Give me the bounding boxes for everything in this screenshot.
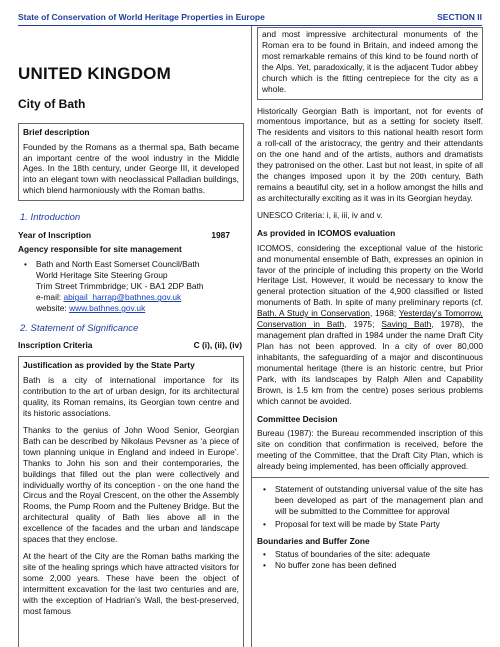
website-link[interactable]: www.bathnes.gov.uk [69, 303, 146, 314]
georgian-text: Historically Georgian Bath is important, not for events of momentous importance, but as a setting for society itself. The residents and visitors to this national health resort form a roll-call of the aristocracy, the gentry and their attendants on the one hand and of the artists, authors and dramatists they patronised on the other. Last but not least, in spite of all the changes imposed upon it by the 20th century, Bath remains a beautiful city, set in a hollow amongst the hills and as architecturally exciting as it was in its Georgian heyday. [257, 105, 483, 203]
significance-heading: 2. Statement of Significance [20, 323, 139, 335]
inscription-label: Year of Inscription [18, 229, 92, 240]
reference-1: Bath. A Study in Conservation [257, 308, 370, 319]
header-title: State of Conservation of World Heritage Properties in Europe [18, 12, 265, 22]
icomos-heading: As provided in ICOMOS evaluation [257, 227, 396, 238]
introduction-heading: 1. Introduction [20, 212, 81, 224]
email-prefix: e-mail: [36, 292, 62, 303]
continuation-box [257, 27, 483, 100]
icomos-text [257, 243, 483, 407]
list-item: • Proposal for text will be made by State Party [257, 519, 483, 530]
country-title: UNITED KINGDOM [18, 64, 171, 83]
statement-list [257, 484, 483, 530]
agency-line: • Bath and North East Somerset Council/Bath [36, 259, 200, 270]
section-rule [251, 477, 489, 478]
inscription-row [18, 230, 244, 241]
brief-text: Founded by the Romans as a thermal spa, Bath became an important centre of the wool industry in the Middle Ages. In the 18th century, under George III, it developed into an elegant town with neoclassical Palladian buildings, which blend harmoniously with the Roman baths. [23, 141, 239, 196]
reference-3: Saving Bath [381, 319, 432, 330]
criteria-value: C (i), (ii), (iv) [193, 340, 242, 351]
column-divider [251, 26, 252, 647]
criteria-label: Inscription Criteria [18, 340, 93, 351]
header-section: SECTION II [437, 12, 482, 22]
icomos-text-start: ICOMOS, considering the exceptional value of the historic and monumental ensemble of Bath, expresses an opinion in favor of the principle of including this property on the World Heritage List. However, it would be necessary to know the general protection situation of the 4,900 classified or listed monuments of Bath. In spite of many preliminary reports (cf. [257, 242, 483, 308]
justification-heading: Justification as provided by the State Party [23, 360, 195, 371]
committee-text: Bureau (1987): the Bureau recommended inscription of this site on condition that confirmation is received, before the meeting of the Committee, that the Draft City Plan, which is already being implemented, has been officially approved. [257, 428, 483, 472]
list-item: • Status of boundaries of the site: adequate [257, 549, 483, 560]
reference-sep-2: , 1975; [344, 319, 375, 330]
agency-list [18, 259, 244, 314]
agency-item [18, 259, 244, 314]
reference-sep-1: , 1968; [369, 308, 397, 319]
criteria-row [18, 340, 244, 351]
unesco-criteria: UNESCO Criteria: i, ii, iii, iv and v. [257, 209, 383, 220]
continuation-text: and most impressive architectural monuments of the Roman era to be found in Britain, and indeed among the most remarkable remains of this kind to be found north of the Alps. Yet, paradoxically, it is the adjacent Tudor abbey church which is the fitting centrepiece for the city as a whole. [262, 29, 478, 94]
icomos-text-end: , 1978), the management plan drafted in 1984 under the name Draft City Plan has not been approved. In a city of over 80,000 inhabitants, the safeguarding of a major and discontinuous monumental heritage (there is an historic centre, but Prior Park, with its landscapes by Ralph Allen and Capability Brown, is 1.5 km from the centre) poses serious problems which cannot be avoided. [257, 319, 483, 406]
justification-para-3: At the heart of the City are the Roman baths marking the site of the healing springs which have attracted visitors for some 2,000 years. These have been the object of intermittent excavation for the last two centuries and are, with the exception of Hadrian’s Wall, the best-preserved, most famous [23, 551, 239, 616]
justification-para-2: Thanks to the genius of John Wood Senior, Georgian Bath can be described by Nikolaus Pevsner as ‘a piece of town planning unique in England and indeed in Europe’. Thanks to John his son and their contemporaries, the buildings that filled out the plan were collectively and individually worthy of its conception - on the one hand the Circus and the Royal Crescent, on the other the Assembly Rooms, the Pump Room and the Pulteney Bridge. But the architectural quality of Bath lies above all in the excellence of the facades and the urban and landscape spaces that they enclose. [23, 424, 239, 545]
brief-description-box [18, 123, 244, 202]
agency-line: Trim Street Trimmbridge; UK - BA1 2DP Bath [36, 281, 204, 292]
left-column [18, 26, 244, 647]
website-prefix: website: [36, 303, 67, 314]
list-item: • Statement of outstanding universal value of the site has been developed as part of the management plan and will be submitted to the Committee for approval [257, 484, 483, 517]
list-item: • No buffer zone has been defined [257, 560, 483, 571]
inscription-year: 1987 [211, 229, 230, 240]
justification-box [18, 356, 244, 647]
brief-heading: Brief description [23, 126, 90, 137]
website-line [36, 303, 244, 314]
site-title: City of Bath [18, 97, 86, 112]
email-link[interactable]: abigail_harrap@bathnes.gov.uk [63, 292, 182, 303]
justification-para-1: Bath is a city of international importance for its contribution to the art of urban design, for its architectural quality, its Roman remains, its Georgian town centre and its historic associations. [23, 375, 239, 418]
email-line [36, 292, 244, 303]
committee-heading: Committee Decision [257, 413, 338, 424]
reference-2: Yesterday’s Tomorrow, Conservation in Bath [257, 308, 483, 330]
agency-line: World Heritage Site Steering Group [36, 270, 168, 281]
agency-label: Agency responsible for site management [18, 244, 182, 255]
boundaries-heading: Boundaries and Buffer Zone [257, 535, 370, 546]
right-column [257, 27, 483, 571]
boundaries-list [257, 549, 483, 571]
